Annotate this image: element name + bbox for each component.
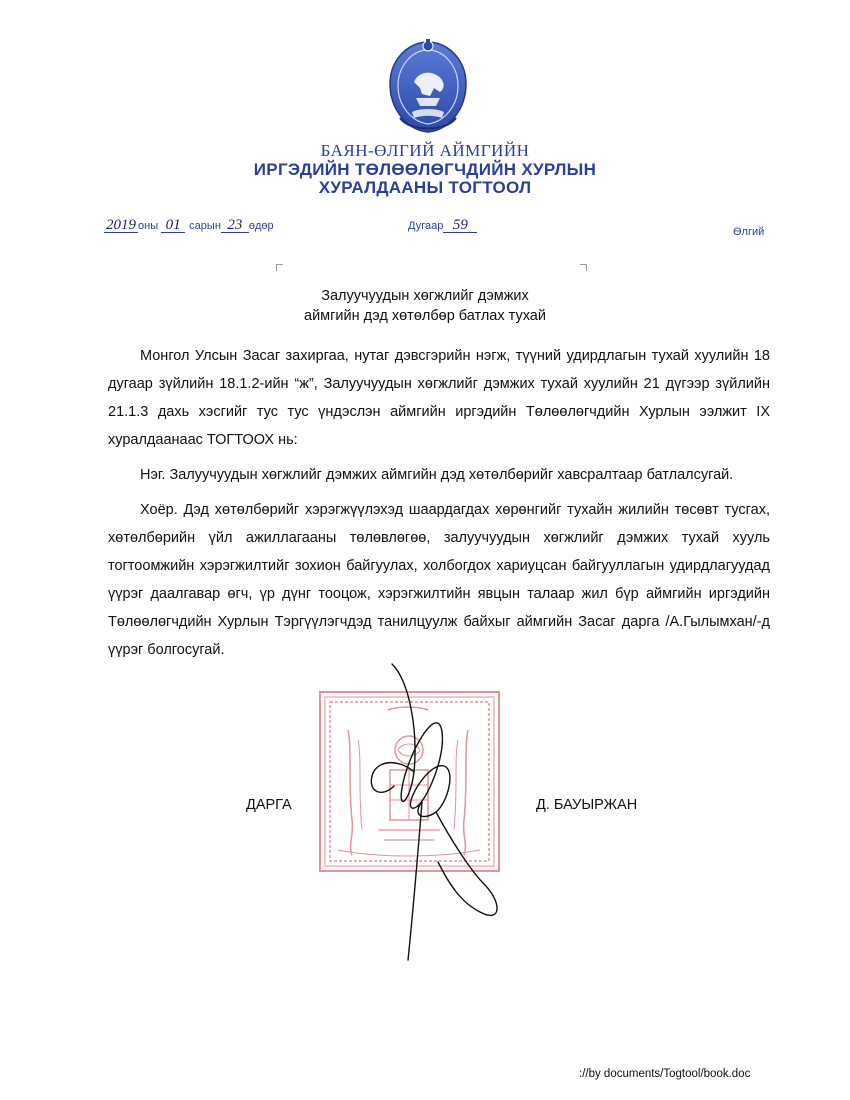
header-resolution: ХУРАЛДААНЫ ТОГТООЛ xyxy=(318,178,532,197)
header-council: ИРГЭДИЙН ТӨЛӨӨЛӨГЧДИЙН ХУРЛЫН xyxy=(253,160,597,179)
document-title xyxy=(0,286,850,326)
corner-mark-right xyxy=(580,264,587,271)
footer-file-path: ://by documents/Togtool/book.doc xyxy=(579,1068,751,1080)
number-label: Дугаар xyxy=(408,220,444,232)
date-year-suffix: оны xyxy=(138,220,159,232)
header-province: БАЯН-ӨЛГИЙ АЙМГИЙН xyxy=(320,141,530,160)
body-paragraph-1: Монгол Улсын Засаг захиргаа, нутаг дэвсгэрийн нэгж, түүний удирдлагын тухай хуулийн 18 дугаар зүйлийн 18.1.2-ийн “ж”, Залуучуудын хөгжлийг дэмжих тухай хуулийн 21 дүгээр зүйлийн 21.1.3 дахь хэсгийг тус тус үндэслэн аймгийн иргэдийн Төлөөлөгчдийн Хурлын ээлжит IX хуралдаанаас ТОГТООХ нь: xyxy=(108,348,770,448)
date-day: 23 xyxy=(221,218,249,233)
corner-mark-left xyxy=(276,264,283,271)
number-line xyxy=(408,218,477,233)
body-paragraph-3: Хоёр. Дэд хөтөлбөрийг хэрэгжүүлэхэд шаардагдах хөрөнгийг тухайн жилийн төсөвт тусгах, хөтөлбөрийн үйл ажиллагааны төлөвлөгөө, залуучуудын хөгжлийг дэмжих тухай хууль тогтоомжийн хэрэгжилтийг зохион байгуулах, холбогдох хариуцсан байгууллагын удирдлагуудад үүрэг даалгавар өгч, үр дүнг тооцож, хэрэгжилтийн явцын талаар жил бүр аймгийн иргэдийн Төлөөлөгчдийн Хурлын Тэргүүлэгчдэд танилцуулж байхыг аймгийн Засаг дарга /А.Гылымхан/-д үүрэг болгосугай. xyxy=(108,502,770,658)
signatory-name: Д. БАУЫРЖАН xyxy=(536,797,638,813)
state-emblem-icon xyxy=(386,36,470,136)
date-day-suffix: өдөр xyxy=(248,220,274,232)
date-month: 01 xyxy=(161,218,185,233)
place-name: Өлгий xyxy=(733,226,765,238)
body-paragraph-2: Нэг. Залуучуудын хөгжлийг дэмжих аймгийн дэд хөтөлбөрийг хавсралтаар батлалсугай. xyxy=(140,467,734,483)
date-year: 2019 xyxy=(106,217,136,233)
signatory-title: ДАРГА xyxy=(246,797,292,813)
number-value: 59 xyxy=(443,218,477,233)
body-text xyxy=(108,342,770,664)
date-month-suffix: сарын xyxy=(189,220,221,232)
handwritten-signature-icon xyxy=(352,662,512,962)
date-line xyxy=(104,218,274,233)
title-line-1: Залуучуудын хөгжлийг дэмжих xyxy=(321,288,529,304)
title-line-2: аймгийн дэд хөтөлбөр батлах тухай xyxy=(304,308,546,324)
